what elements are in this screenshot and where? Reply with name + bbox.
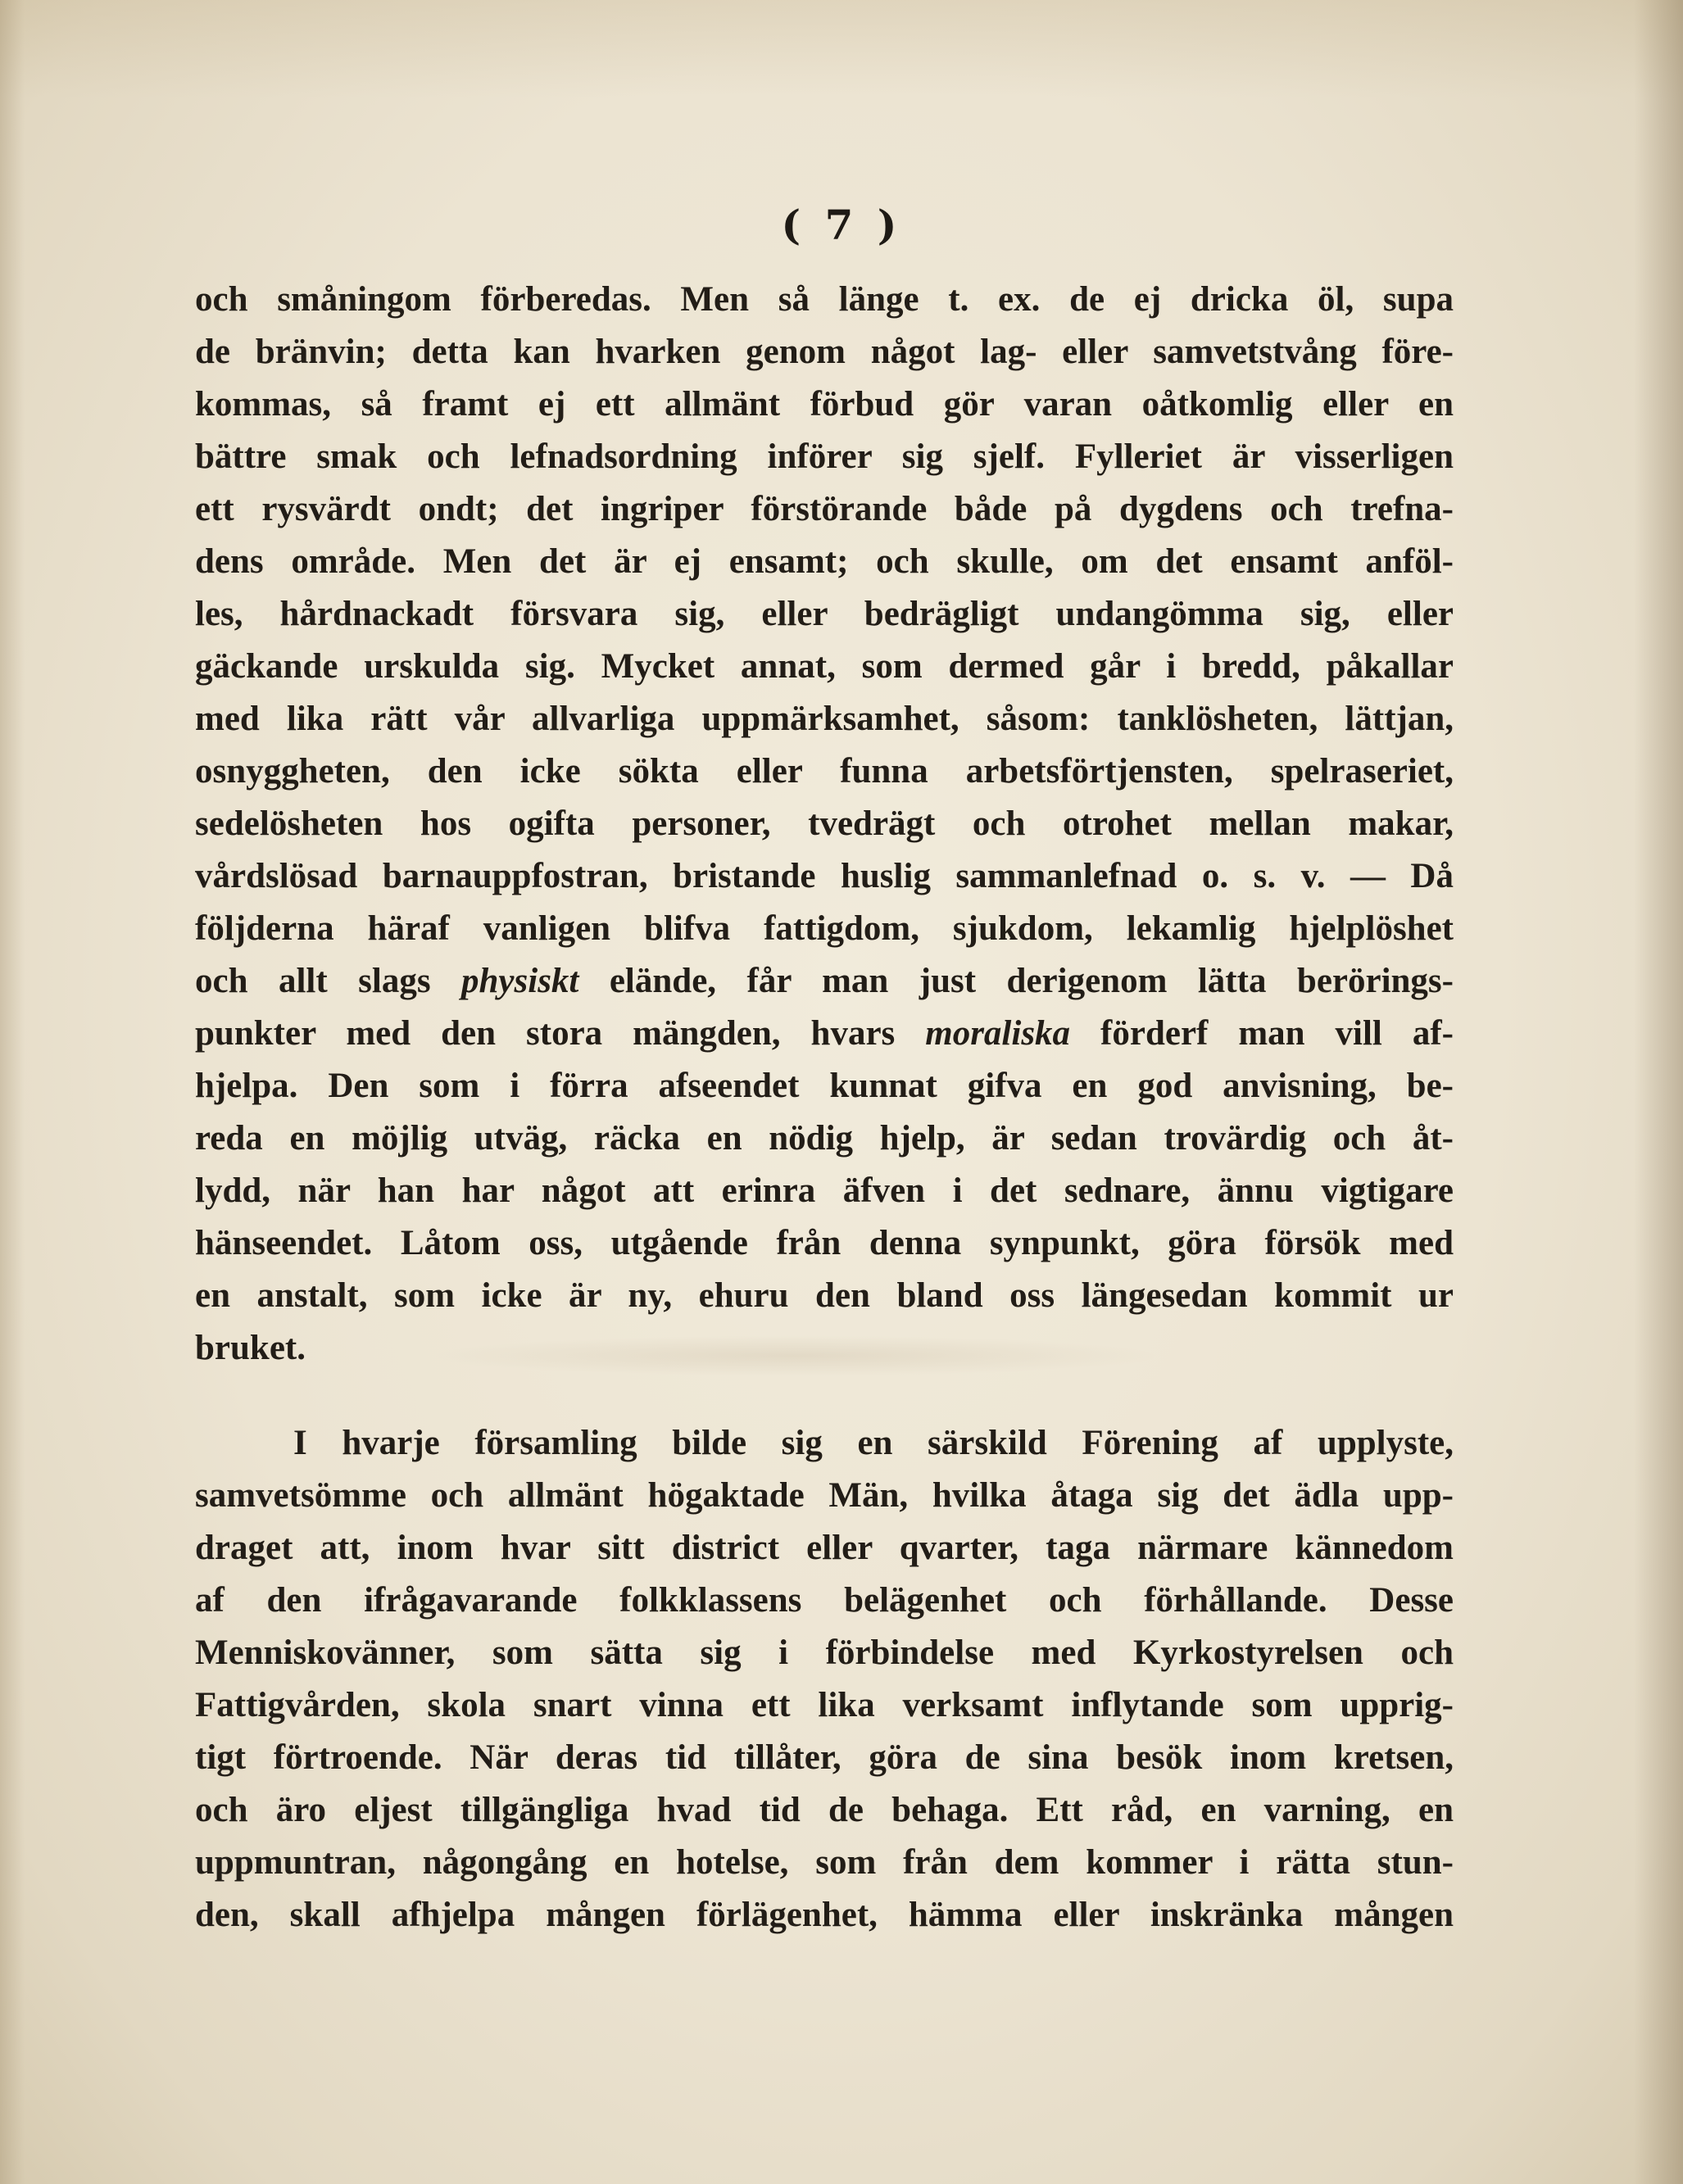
text-line: samvetsömme och allmänt högaktade Män, hvilka åtaga sig det ädla upp- (195, 1476, 1454, 1515)
text-line: I hvarje församling bilde sig en särskild Förening af upplyste, (293, 1424, 1454, 1462)
text-line-with-italic (195, 1008, 1454, 1060)
text-line: hänseendet. Låtom oss, utgående från denna synpunkt, göra försök med (195, 1224, 1454, 1262)
paper-edge-right (1634, 0, 1683, 2184)
text-line: och småningom förberedas. Men så länge t. ex. de ej dricka öl, supa (195, 280, 1454, 319)
italic-word-physiskt: physiskt (461, 962, 579, 1000)
italic-word-moraliska: moraliska (925, 1014, 1071, 1053)
text-line: ett rysvärdt ondt; det ingriper förstörande både på dygdens och trefna- (195, 490, 1454, 528)
text-line-with-italic (195, 955, 1454, 1008)
text-line: tigt förtroende. När deras tid tillåter, göra de sina besök inom kretsen, (195, 1738, 1454, 1777)
text-line: med lika rätt vår allvarliga uppmärksamhet, såsom: tanklösheten, lättjan, (195, 700, 1454, 738)
text-line: reda en möjlig utväg, räcka en nödig hjelp, är sedan trovärdig och åt- (195, 1119, 1454, 1158)
text-line: de bränvin; detta kan hvarken genom något lag- eller samvetstvång före- (195, 333, 1454, 371)
text-line: uppmuntran, någongång en hotelse, som från dem kommer i rätta stun- (195, 1843, 1454, 1882)
text-line: les, hårdnackadt försvara sig, eller bedrägligt undangömma sig, eller (195, 595, 1454, 633)
text-line: af den ifrågavarande folkklassens belägenhet och förhållande. Desse (195, 1581, 1454, 1620)
text-line: draget att, inom hvar sitt district eller qvarter, taga närmare kännedom (195, 1529, 1454, 1567)
paragraph-2 (195, 1417, 1454, 1942)
text-line: osnyggheten, den icke sökta eller funna arbetsförtjensten, spelraseriet, (195, 752, 1454, 791)
text-line: dens område. Men det är ej ensamt; och skulle, om det ensamt anföl- (195, 542, 1454, 581)
text-line: hjelpa. Den som i förra afseendet kunnat gifva en god anvisning, be- (195, 1067, 1454, 1105)
paper-edge-left (0, 0, 25, 2184)
text-line: bättre smak och lefnadsordning införer sig sjelf. Fylleriet är visserligen (195, 437, 1454, 476)
text-line: bruket. (195, 1329, 306, 1367)
text-line: kommas, så framt ej ett allmänt förbud gör varan oåtkomlig eller en (195, 385, 1454, 424)
text-line: Menniskovänner, som sätta sig i förbindelse med Kyrkostyrelsen och (195, 1633, 1454, 1672)
text-line: vårdslösad barnauppfostran, bristande huslig sammanlefnad o. s. v. — Då (195, 857, 1454, 895)
text-segment: elände, får man just derigenom lätta berörings- (578, 962, 1454, 1000)
text-segment: punkter med den stora mängden, hvars (195, 1014, 926, 1053)
text-segment: förderf man vill af- (1070, 1014, 1454, 1053)
text-line: Fattigvården, skola snart vinna ett lika verksamt inflytande som upprig- (195, 1686, 1454, 1724)
paper-stain (0, 0, 1683, 98)
text-line: den, skall afhjelpa mången förlägenhet, hämma eller inskränka mången (195, 1896, 1454, 1934)
text-line: sedelösheten hos ogifta personer, tvedrägt och otrohet mellan makar, (195, 804, 1454, 843)
text-line: en anstalt, som icke är ny, ehuru den bland oss längesedan kommit ur (195, 1276, 1454, 1315)
text-line: följderna häraf vanligen blifva fattigdom, sjukdom, lekamlig hjelplöshet (195, 909, 1454, 948)
text-line: gäckande urskulda sig. Mycket annat, som dermed går i bredd, påkallar (195, 647, 1454, 686)
text-line: lydd, när han har något att erinra äfven i det sednare, ännu vigtigare (195, 1171, 1454, 1210)
text-segment: och allt slags (195, 962, 462, 1000)
paragraph-1 (195, 274, 1454, 1375)
text-line: och äro eljest tillgängliga hvad tid de behaga. Ett råd, en varning, en (195, 1791, 1454, 1829)
page-number: ( 7 ) (781, 201, 902, 249)
